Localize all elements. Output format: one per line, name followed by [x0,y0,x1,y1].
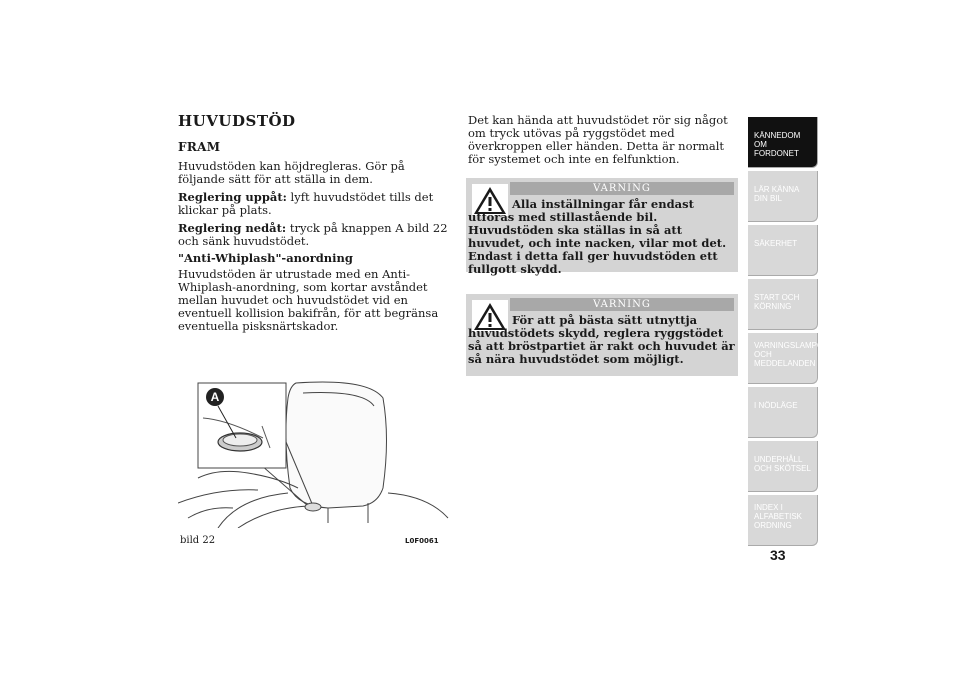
tab-start-och-korning[interactable] [748,279,818,330]
warning-title-1: VARNING [510,182,734,195]
paragraph-movement-note: Det kan hända att huvudstödet rör sig något om tryck utövas på ryggstödet med överkroppen eller händen. Detta är normalt för systemet och inte en felfunktion. [468,113,728,166]
text-adjust-down: tryck på knappen A bild 22 och sänk huvudstödet. [178,221,448,248]
tab-lar-kanna-din-bil[interactable] [748,171,818,222]
tab-label: KÄNNEDOM OM FORDONET [754,131,801,158]
figure-label-a: A [206,388,224,406]
tab-i-nodlage[interactable] [748,387,818,438]
page-number: 33 [770,547,786,563]
warning-text-2: För att på bästa sätt utnyttja huvudstödets skydd, reglera ryggstödet så att bröstpartiet är rakt och huvudet är så nära huvudstödet som möjligt. [468,313,735,366]
paragraph-intro: Huvudstöden kan höjdregleras. Gör på följande sätt för att ställa in dem. [178,159,405,186]
text-adjust-up: lyft huvudstödet tills det klickar på plats. [178,190,434,217]
tab-label: START OCH KÖRNING [754,293,800,311]
warning-box-2 [466,294,738,376]
label-adjust-up: Reglering uppåt: [178,190,287,204]
warning-box-1 [466,178,738,276]
tab-index[interactable] [748,495,818,546]
section-title: HUVUDSTÖD [178,112,296,130]
paragraph-anti-whiplash: Huvudstöden är utrustade med en Anti-Whiplash-anordning, som kortar avståndet mellan huvudet och huvudstödet vid en eventuell kollision bakifrån, för att begränsa eventuella pisksnärtskador. [178,267,439,333]
warning-text-1: Alla inställningar får endast utföras med stillastående bil. Huvudstöden ska ställas in så att huvudet, och inte nacken, vilar mot det. Endast i detta fall ger huvudstöden ett fullgott skydd. [468,197,727,276]
subsection-title: FRAM [178,140,221,154]
figure-caption: bild 22 [180,535,216,546]
tab-label: VARNINGSLAMPOR OCH MEDDELANDEN [754,341,829,368]
tab-sakerhet[interactable] [748,225,818,276]
anti-whiplash-heading: "Anti-Whiplash"-anordning [178,251,353,265]
figure-code: L0F0061 [405,537,439,545]
tab-label: LÄR KÄNNA DIN BIL [754,185,799,203]
tab-label: I NÖDLÄGE [754,401,798,410]
label-adjust-down: Reglering nedåt: [178,221,287,235]
paragraph-adjust-up [178,191,450,217]
tab-label: SÄKERHET [754,239,798,248]
tab-varningslampor[interactable] [748,333,829,384]
tab-kannedom-om-fordonet[interactable] [748,117,818,168]
tab-label: INDEX I ALFABETISK ORDNING [754,503,803,530]
warning-title-2: VARNING [510,298,734,311]
tab-label: UNDERHÅLL OCH SKÖTSEL [754,455,811,473]
paragraph-adjust-down [178,222,450,248]
headrest-illustration [178,378,450,528]
tab-underhall-och-skotsel[interactable] [748,441,818,492]
